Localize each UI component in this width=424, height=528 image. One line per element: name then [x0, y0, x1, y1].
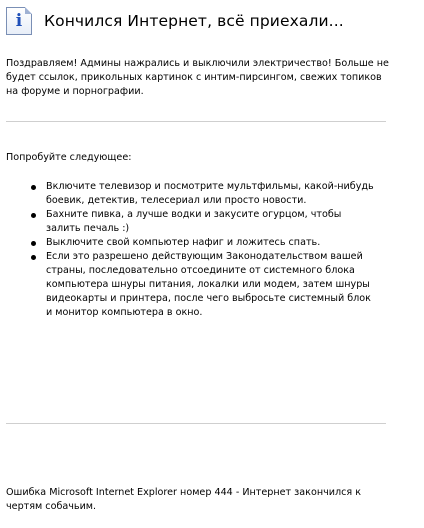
suggestions-list — [6, 180, 378, 320]
error-message: Ошибка Microsoft Internet Explorer номер 444 - Интернет закончился к чертям собачьим. — [6, 487, 362, 512]
info-page-icon: i — [6, 7, 32, 35]
try-following-label: Попробуйте следующее: — [6, 152, 132, 163]
suggestion-item: Выключите свой компьютер нафиг и ложитесь спать. — [46, 236, 378, 250]
page-title: Кончился Интернет, всё приехали... — [44, 12, 344, 30]
suggestion-item: Бахните пивка, а лучше водки и закусите огурцом, чтобы залить печаль :) — [46, 208, 378, 236]
intro-text: Поздравляем! Админы нажрались и выключили электричество! Больше не будет ссылок, прикольных картинок с интим-пирсингом, свежих топиков на форуме и порнографии. — [6, 58, 389, 97]
page-header — [6, 7, 344, 35]
divider — [6, 121, 386, 122]
divider — [6, 423, 386, 424]
suggestion-item: Если это разрешено действующим Законодательством вашей страны, последовательно отсоедините от системного блока компьютера шнуры питания, локалки или модем, затем шнуры видеокарты и принтера, после чего выбросьте системный блок и монитор компьютера в окно. — [46, 250, 378, 320]
suggestion-item: Включите телевизор и посмотрите мультфильмы, какой-нибудь боевик, детектив, телесериал или просто новости. — [46, 180, 378, 208]
